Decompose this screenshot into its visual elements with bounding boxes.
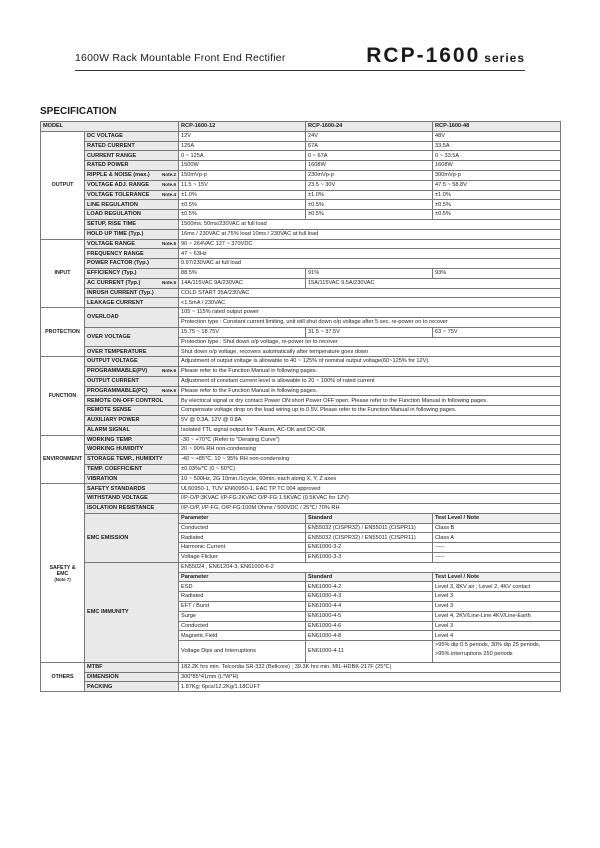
row-label: EFFICIENCY (Typ.) (85, 268, 179, 278)
row-label-text: VOLTAGE RANGE (87, 240, 135, 247)
row-label-text: VOLTAGE ADJ. RANGE (87, 181, 150, 188)
spec-row (41, 308, 561, 318)
spec-row (41, 672, 561, 682)
emc-standard: EN61000-4-11 (306, 641, 433, 663)
row-label: EMC IMMUNITY (85, 562, 179, 662)
spec-value: Isolated TTL signal output for T-Alarm, AC-OK and DC-OK (179, 425, 561, 435)
spec-row (41, 190, 561, 200)
row-label: HOLD UP TIME (Typ.) (85, 229, 179, 239)
spec-row (41, 455, 561, 465)
spec-row (41, 366, 561, 376)
spec-row (41, 268, 561, 278)
row-label: FREQUENCY RANGE (85, 249, 179, 259)
row-label-text: PROGRAMMABLE(PV) (87, 368, 148, 375)
spec-row (41, 327, 561, 337)
spec-value: 10 ~ 500Hz, 2G 10min./1cycle, 60min. each along X, Y, Z axes (179, 474, 561, 484)
emc-parameter: ESD (179, 582, 306, 592)
row-label: STORAGE TEMP., HUMIDITY (85, 455, 179, 465)
note-ref: Note.4 (161, 191, 177, 197)
note-ref: Note.6 (161, 368, 177, 374)
spec-row (41, 415, 561, 425)
row-label: LINE REGULATION (85, 200, 179, 210)
emc-parameter: EFT / Burst (179, 602, 306, 612)
emc-standard: EN55032 (CISPR32) / EN55011 (CISPR11) (306, 523, 433, 533)
spec-value: Shut down o/p voltage, recovers automatically after temperature goes down (179, 347, 561, 357)
spec-value: -40 ~ +85℃, 10 ~ 95% RH non-condensing (179, 455, 561, 465)
spec-value: ±0.03%/℃ (0 ~ 50℃) (179, 464, 561, 474)
row-label-text: RIPPLE & NOISE (max.) (87, 172, 150, 179)
note-ref: Note.6 (161, 181, 177, 187)
spec-value: 47 ~ 63Hz (179, 249, 561, 259)
spec-value: ±0.5% (306, 200, 433, 210)
emc-summary-row (41, 562, 561, 572)
spec-value: 24V (306, 131, 433, 141)
row-label (85, 190, 179, 200)
row-label (85, 170, 179, 180)
spec-row (41, 376, 561, 386)
emc-standard: EN61000-4-6 (306, 621, 433, 631)
emc-standard: EN61000-4-4 (306, 602, 433, 612)
group-emc-label: EMC (56, 570, 69, 577)
spec-value: I/P-O/P:3KVAC I/P-FG:2KVAC O/P-FG:1.5KVAC (0.5KVAC for 12V) (179, 494, 561, 504)
spec-value: 63 ~ 75V (433, 327, 561, 337)
row-label-text: AC CURRENT (Typ.) (87, 279, 141, 286)
spec-value: 91% (306, 268, 433, 278)
spec-value: -30 ~ +70℃ (Refer to "Derating Curve") (179, 435, 561, 445)
emc-standard: EN61000-4-5 (306, 611, 433, 621)
column-header: Standard (306, 572, 433, 582)
emc-parameter: Surge (179, 611, 306, 621)
row-label (85, 239, 179, 249)
row-label: SAFETY STANDARDS (85, 484, 179, 494)
column-header: Standard (306, 513, 433, 523)
document-header (75, 40, 525, 68)
emc-standard: EN55032 (CISPR32) / EN55011 (CISPR11) (306, 533, 433, 543)
spec-row (41, 200, 561, 210)
row-label: PACKING (85, 682, 179, 692)
spec-value: I/P-O/P, I/P-FG, O/P-FG:100M Ohms / 500VDC / 25℃/ 70% RH (179, 504, 561, 514)
spec-value: 20 ~ 90% RH non-condensing (179, 445, 561, 455)
emc-standard: EN61000-3-2 (306, 543, 433, 553)
row-label: OUTPUT VOLTAGE (85, 357, 179, 367)
spec-row (41, 504, 561, 514)
emc-standard: EN61000-4-3 (306, 592, 433, 602)
row-label: MTBF (85, 662, 179, 672)
row-label: LOAD REGULATION (85, 210, 179, 220)
spec-value: 1608W (433, 161, 561, 171)
emc-parameter: Radiated (179, 592, 306, 602)
emc-parameter: Radiated (179, 533, 306, 543)
spec-row (41, 396, 561, 406)
spec-row (41, 249, 561, 259)
spec-value: ±0.5% (433, 210, 561, 220)
spec-row (41, 278, 561, 288)
spec-value: 5V @ 0.3A, 12V @ 0.8A (179, 415, 561, 425)
spec-value: 1.87Kg; 6pcs/12.2Kg/1.18CUFT (179, 682, 561, 692)
spec-value: ±0.5% (179, 200, 306, 210)
emc-summary: EN55024 , EN61204-3, EN61000-6-2 (179, 562, 561, 572)
spec-row (41, 464, 561, 474)
row-label: EMC EMISSION (85, 513, 179, 562)
emc-parameter: Magnetic Field (179, 631, 306, 641)
spec-value: 23.5 ~ 30V (306, 180, 433, 190)
group-environment: ENVIRONMENT (41, 435, 85, 484)
model-row (41, 122, 561, 132)
row-label: LEAKAGE CURRENT (85, 298, 179, 308)
spec-value: 0 ~ 67A (306, 151, 433, 161)
spec-value: 105 ~ 115% rated output power (179, 308, 561, 318)
column-header: Parameter (179, 572, 306, 582)
spec-row (41, 210, 561, 220)
spec-value: COLD START 35A/230VAC (179, 288, 561, 298)
spec-row (41, 347, 561, 357)
spec-value: 300mVp-p (433, 170, 561, 180)
spec-row (41, 229, 561, 239)
model-12: RCP-1600-12 (179, 122, 306, 132)
spec-value: 16ms / 230VAC at 75% load 10ms / 230VAC at full load (179, 229, 561, 239)
row-label: AUXILIARY POWER (85, 415, 179, 425)
spec-value: 1500ms, 50ms/230VAC at full load (179, 219, 561, 229)
spec-row (41, 141, 561, 151)
emc-parameter: Voltage Dips and Interruptions (179, 641, 306, 663)
section-title: SPECIFICATION (40, 106, 117, 117)
row-label: RATED POWER (85, 161, 179, 171)
model-label: MODEL (41, 122, 179, 132)
group-protection: PROTECTION (41, 308, 85, 357)
spec-value: Please refer to the Function Manual in following pages. (179, 366, 561, 376)
group-function: FUNCTION (41, 357, 85, 435)
row-label: WORKING TEMP. (85, 435, 179, 445)
row-label: OVER TEMPERATURE (85, 347, 179, 357)
spec-value: 47.5 ~ 58.8V (433, 180, 561, 190)
spec-row (41, 288, 561, 298)
row-label: INRUSH CURRENT (Typ.) (85, 288, 179, 298)
model-24: RCP-1600-24 (306, 122, 433, 132)
spec-row (41, 131, 561, 141)
spec-value: UL60950-1, TUV EN60950-1, EAC TP TC 004 approved (179, 484, 561, 494)
group-note: (Note 7) (54, 576, 71, 582)
emc-level: ----- (433, 543, 561, 553)
note-ref: Note.2 (161, 172, 177, 178)
row-label: POWER FACTOR (Typ.) (85, 259, 179, 269)
row-label: OVER VOLTAGE (85, 327, 179, 347)
group-safety-label: SAFETY & (49, 564, 76, 571)
spec-row (41, 445, 561, 455)
emc-level: Level 3, 8KV air ; Level 2, 4KV contact (433, 582, 561, 592)
row-label (85, 180, 179, 190)
spec-value: 48V (433, 131, 561, 141)
row-label (85, 366, 179, 376)
spec-row (41, 151, 561, 161)
group-input: INPUT (41, 239, 85, 308)
spec-value: ±1.0% (433, 190, 561, 200)
emc-level: Level 3 (433, 592, 561, 602)
emc-level: Class B (433, 523, 561, 533)
emc-standard: EN61000-4-2 (306, 582, 433, 592)
emc-level: Level 4, 2KV/Line-Line 4KV/Line-Earth (433, 611, 561, 621)
spec-row (41, 484, 561, 494)
spec-value: ±0.5% (433, 200, 561, 210)
spec-value: By electrical signal or dry contact Power ON:short Power OFF:open. Please refer to the Function Manual in following pages. (179, 396, 561, 406)
row-label: ALARM SIGNAL (85, 425, 179, 435)
spec-row (41, 259, 561, 269)
series-label: series (484, 51, 525, 65)
note-ref: Note.6 (161, 387, 177, 393)
spec-value: 0 ~ 33.5A (433, 151, 561, 161)
header-divider (75, 70, 525, 71)
spec-row (41, 682, 561, 692)
row-label: WORKING HUMIDITY (85, 445, 179, 455)
emc-parameter: Conducted (179, 621, 306, 631)
spec-value: 14A/115VAC 9A/230VAC (179, 278, 306, 288)
spec-value: ±1.0% (306, 190, 433, 200)
row-label: CURRENT RANGE (85, 151, 179, 161)
spec-row (41, 425, 561, 435)
spec-row (41, 357, 561, 367)
spec-value: ±1.0% (179, 190, 306, 200)
emc-standard: EN61000-4-8 (306, 631, 433, 641)
spec-value: Protection type : Shut down o/p voltage, re-power on to recover (179, 337, 561, 347)
model-48: RCP-1600-48 (433, 122, 561, 132)
spec-row (41, 298, 561, 308)
spec-row (41, 161, 561, 171)
emc-level: Level 3 (433, 602, 561, 612)
spec-value: 15A/115VAC 9.5A/230VAC (306, 278, 561, 288)
spec-value: 31.5 ~ 37.5V (306, 327, 433, 337)
row-label: VIBRATION (85, 474, 179, 484)
spec-value: 90 ~ 264VAC 127 ~ 370VDC (179, 239, 561, 249)
emc-level: Level 3 (433, 621, 561, 631)
model-name: RCP-1600 (366, 44, 481, 67)
note-ref: Note.5 (161, 279, 177, 285)
spec-value: 182.2K hrs min. Telcordia SR-332 (Bellcore) ; 39.3K hrs min. MIL-HDBK-217F (25℃) (179, 662, 561, 672)
spec-value: ±0.5% (306, 210, 433, 220)
spec-value: <1.5mA / 230VAC (179, 298, 561, 308)
emc-parameter: Conducted (179, 523, 306, 533)
spec-value: Compensate voltage drop on the load wiring up to 0.5V. Please refer to the Function Manual in following pages. (179, 406, 561, 416)
spec-row (41, 494, 561, 504)
row-label: RATED CURRENT (85, 141, 179, 151)
spec-value: 125A (179, 141, 306, 151)
spec-value: Adjustment of output voltage is allowable to 40 ~ 125% of nominal output voltage(60~125% for 12V). (179, 357, 561, 367)
emc-level: >95% interruptions 250 periods (433, 650, 561, 659)
row-label: OVERLOAD (85, 308, 179, 328)
product-subtitle: 1600W Rack Mountable Front End Rectifier (75, 52, 286, 64)
spec-value: 0.97/230VAC at full load (179, 259, 561, 269)
row-label: TEMP. COEFFICIENT (85, 464, 179, 474)
spec-value: Adjustment of constant current level is allowable to 20 ~ 100% of rated current (179, 376, 561, 386)
spec-row (41, 662, 561, 672)
spec-value: 93% (433, 268, 561, 278)
spec-value: 12V (179, 131, 306, 141)
spec-value: 33.5A (433, 141, 561, 151)
spec-row (41, 435, 561, 445)
group-safety-emc (41, 484, 85, 662)
spec-row (41, 170, 561, 180)
column-header: Parameter (179, 513, 306, 523)
row-label: DC VOLTAGE (85, 131, 179, 141)
spec-value: 150mVp-p (179, 170, 306, 180)
spec-value: 1500W (179, 161, 306, 171)
emc-level: >95% dip 0.5 periods, 30% dip 25 periods, (433, 641, 561, 650)
spec-row (41, 406, 561, 416)
row-label (85, 278, 179, 288)
note-ref: Note.5 (161, 240, 177, 246)
spec-value: 15.75 ~ 18.75V (179, 327, 306, 337)
row-label: SETUP, RISE TIME (85, 219, 179, 229)
spec-value: 67A (306, 141, 433, 151)
spec-value: 230mVp-p (306, 170, 433, 180)
emc-level: ----- (433, 553, 561, 563)
product-model (366, 44, 525, 68)
emc-standard: EN61000-3-3 (306, 553, 433, 563)
spec-value: 1608W (306, 161, 433, 171)
spec-row (41, 386, 561, 396)
row-label: REMOTE ON-OFF CONTROL (85, 396, 179, 406)
spec-value: 88.5% (179, 268, 306, 278)
spec-value: ±0.5% (179, 210, 306, 220)
emc-parameter: Voltage Flicker (179, 553, 306, 563)
column-header: Test Level / Note (433, 572, 561, 582)
spec-value: Please refer to the Function Manual in following pages. (179, 386, 561, 396)
spec-value: 11.5 ~ 15V (179, 180, 306, 190)
spec-value: 300*85*41mm (L*W*H) (179, 672, 561, 682)
row-label: ISOLATION RESISTANCE (85, 504, 179, 514)
emc-parameter: Harmonic Current (179, 543, 306, 553)
group-output: OUTPUT (41, 131, 85, 239)
row-label (85, 386, 179, 396)
row-label-text: VOLTAGE TOLERANCE (87, 191, 150, 198)
row-label: WITHSTAND VOLTAGE (85, 494, 179, 504)
column-header: Test Level / Note (433, 513, 561, 523)
row-label-text: PROGRAMMABLE(PC) (87, 387, 148, 394)
row-label: OUTPUT CURRENT (85, 376, 179, 386)
spec-row (41, 474, 561, 484)
spec-value: 0 ~ 125A (179, 151, 306, 161)
row-label: DIMENSION (85, 672, 179, 682)
emc-level: Class A (433, 533, 561, 543)
emc-level: Level 4 (433, 631, 561, 641)
specification-table (40, 121, 561, 692)
spec-row (41, 180, 561, 190)
group-others: OTHERS (41, 662, 85, 691)
spec-value: Protection type : Constant current limiting, unit will shut down o/p voltage after 5 sec. re-power on to recover (179, 317, 561, 327)
row-label: REMOTE SENSE (85, 406, 179, 416)
spec-row (41, 219, 561, 229)
emc-header-row (41, 513, 561, 523)
spec-row (41, 239, 561, 249)
